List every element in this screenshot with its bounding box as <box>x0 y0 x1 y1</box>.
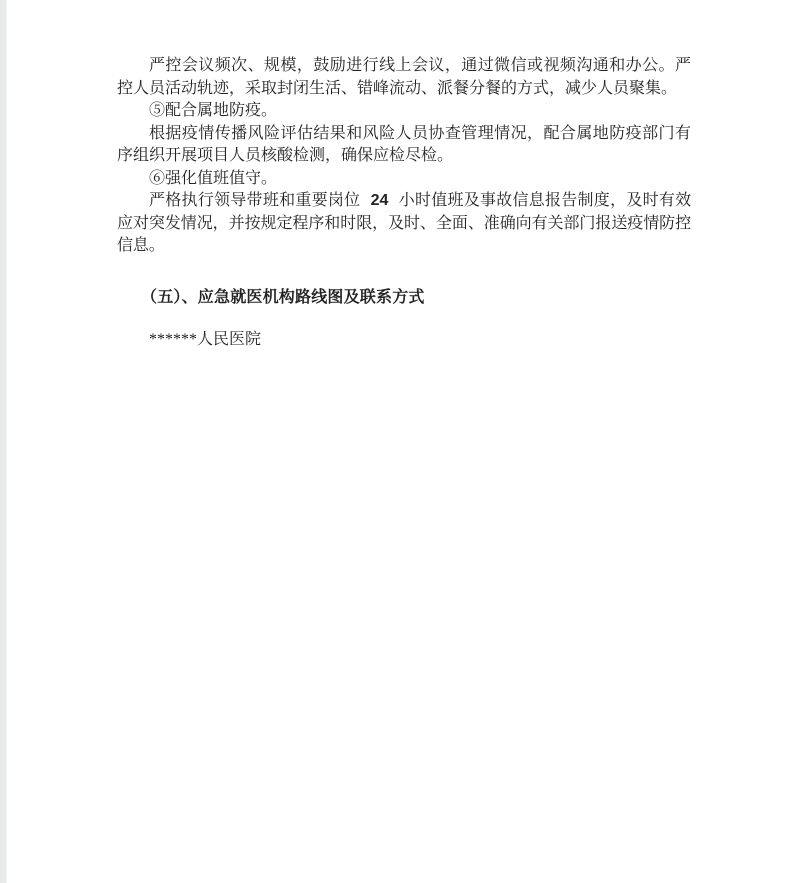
para-duty-watch <box>117 190 691 258</box>
para-duty-watch-after: 小时值班及事故信息报告制度，及时有效应对突发情况，并按规定程序和时限，及时、全面、准确向有关部门报送疫情防控信息。 <box>117 192 691 254</box>
page-edge-strip <box>0 0 7 883</box>
item-6-label: ⑥强化值班值守。 <box>149 169 278 187</box>
para-meeting-control: 严控会议频次、规模，鼓励进行线上会议，通过微信或视频沟通和办公。严控人员活动轨迹，采取封闭生活、错峰流动、派餐分餐的方式，减少人员聚集。 <box>117 57 691 97</box>
item-5-label: ⑤配合属地防疫。 <box>149 102 278 119</box>
section-heading: （五）、应急就医机构路线图及联系方式 <box>141 289 425 306</box>
document-content <box>117 55 691 352</box>
para-nucleic-acid-testing: 根据疫情传播风险评估结果和风险人员协查管理情况，配合属地防疫部门有序组织开展项目人员核酸检测，确保应检尽检。 <box>117 124 691 164</box>
para-duty-watch-before: 严格执行领导带班和重要岗位 <box>149 192 365 209</box>
hospital-line: ******人民医院 <box>149 331 262 348</box>
duty-hours-number: 24 <box>370 192 389 209</box>
